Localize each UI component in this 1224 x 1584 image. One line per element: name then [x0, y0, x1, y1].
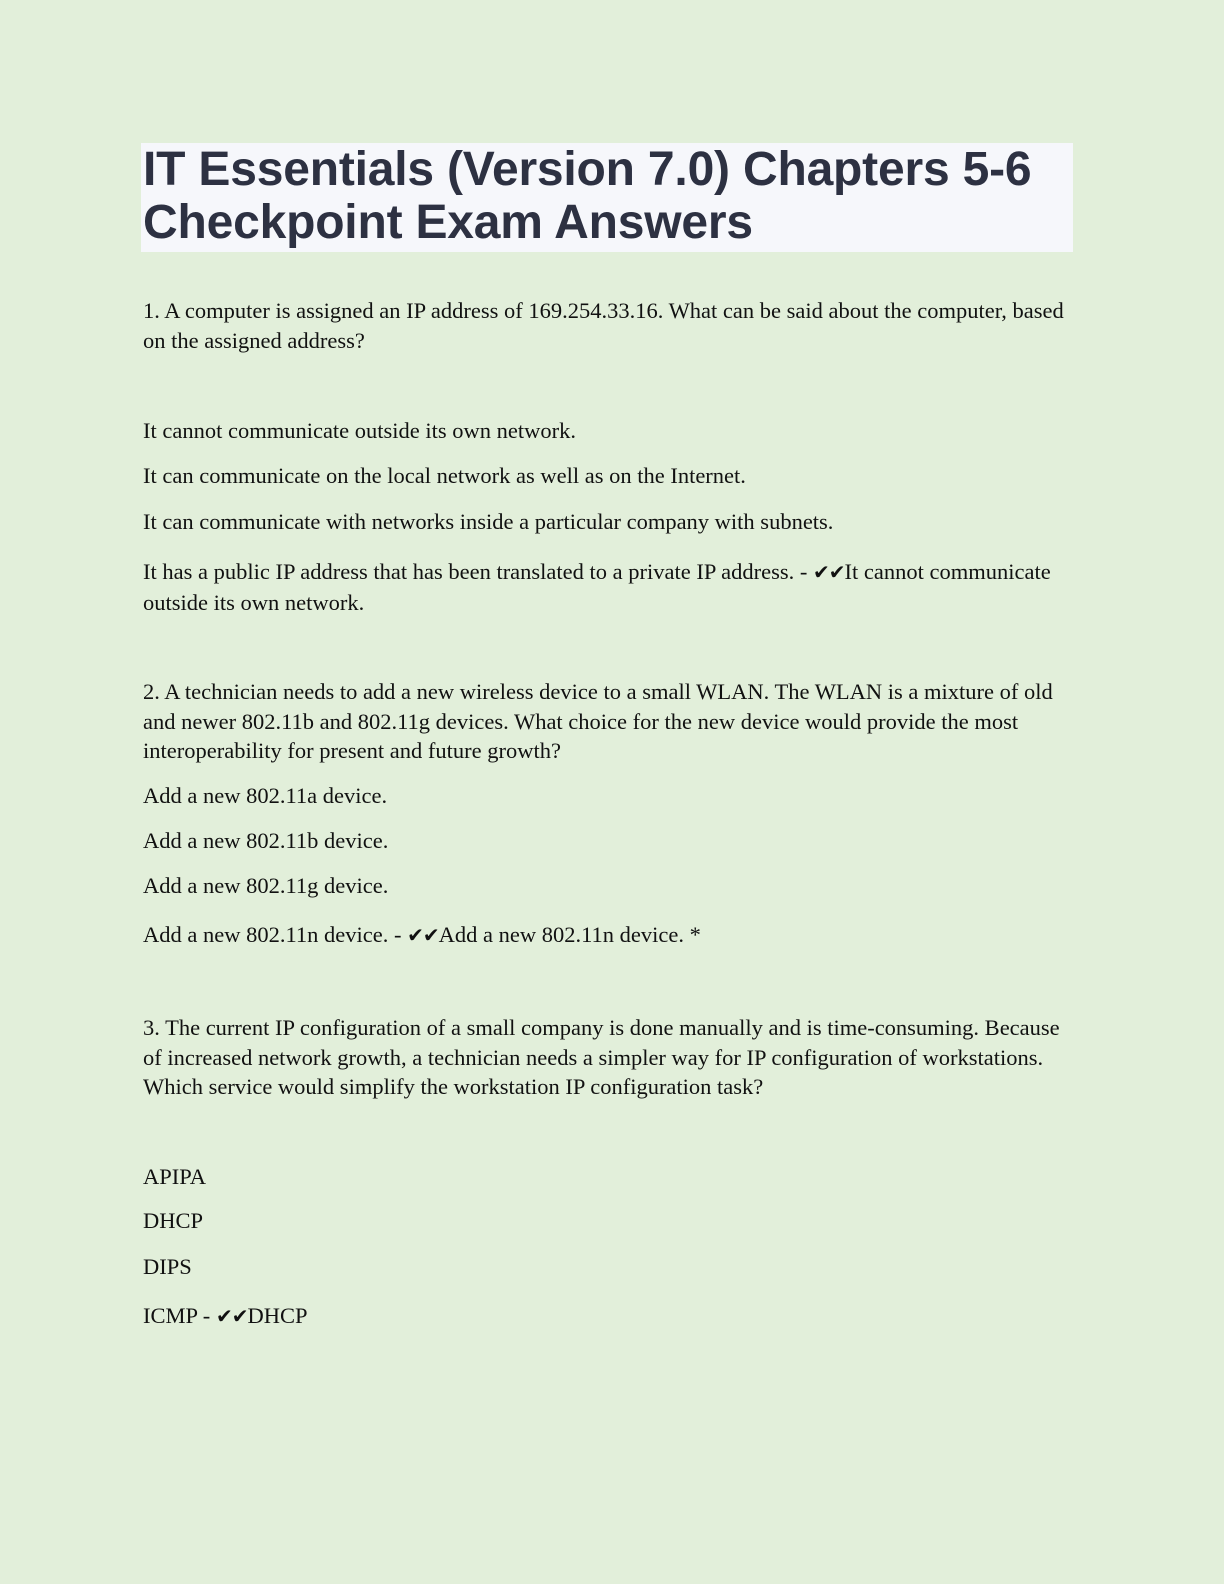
question-3-text: 3. The current IP configuration of a small company is done manually and is time-consuming. Because of increased network growth, a technician needs a simpler way for IP configuration of workstations. Which service would simplify the workstation IP configuration task?: [143, 1015, 1060, 1099]
question-3-option-3: DIPS: [143, 1254, 192, 1279]
question-2-option-1: Add a new 802.11a device.: [143, 783, 388, 808]
question-1-text: 1. A computer is assigned an IP address of 169.254.33.16. What can be said about the computer, based on the assigned address?: [143, 298, 1064, 353]
question-2-option-4-with-answer: [143, 920, 1083, 951]
question-2-text: 2. A technician needs to add a new wireless device to a small WLAN. The WLAN is a mixture of old and newer 802.11b and 802.11g devices. What choice for the new device would provide the most interoperability for present and future growth?: [143, 679, 1053, 763]
question-2-option-2: Add a new 802.11b device.: [143, 828, 389, 853]
question-1-option-1: It cannot communicate outside its own network.: [143, 418, 577, 443]
question-3-option-4-with-answer: [143, 1301, 1083, 1332]
question-1-option-3: It can communicate with networks inside a particular company with subnets.: [143, 509, 834, 534]
question-2-option-4: Add a new 802.11n device. -: [143, 922, 408, 947]
question-1-option-4: It has a public IP address that has been translated to a private IP address. -: [143, 559, 814, 584]
question-3-option-4: ICMP -: [143, 1303, 216, 1328]
question-1-option-2: It can communicate on the local network as well as on the Internet.: [143, 463, 746, 488]
page-title: IT Essentials (Version 7.0) Chapters 5-6 Checkpoint Exam Answers: [143, 143, 1032, 249]
double-check-icon: ✔✔: [407, 923, 439, 947]
double-check-icon: ✔✔: [215, 1304, 248, 1328]
question-2-option-3: Add a new 802.11g device.: [143, 873, 389, 898]
question-1-answer: It cannot communicate outside its own network.: [143, 559, 1051, 615]
question-3-option-2: DHCP: [143, 1208, 204, 1233]
double-check-icon: ✔✔: [813, 560, 845, 584]
question-3-answer: DHCP: [247, 1303, 308, 1328]
question-1-option-4-with-answer: [143, 557, 1083, 617]
question-2-answer: Add a new 802.11n device. *: [438, 922, 701, 947]
question-3-option-1: APIPA: [143, 1164, 206, 1189]
